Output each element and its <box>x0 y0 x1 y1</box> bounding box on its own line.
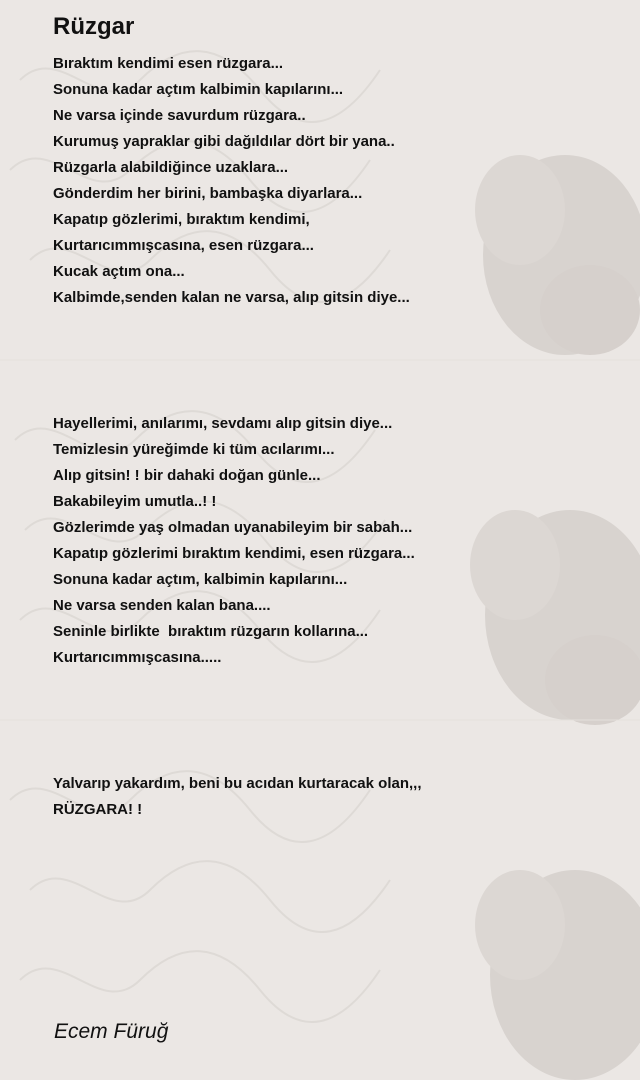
poem-title: Rüzgar <box>53 13 135 40</box>
poem-line: RÜZGARA! ! <box>53 801 143 818</box>
poem-line: Kapatıp gözlerimi bıraktım kendimi, esen rüzgara... <box>53 545 415 562</box>
poem-line: Rüzgarla alabildiğince uzaklara... <box>53 159 289 176</box>
poem-line: Kurtarıcımmışcasına, esen rüzgara... <box>53 237 314 254</box>
poem-line: Yalvarıp yakardım, beni bu acıdan kurtaracak olan,,, <box>53 775 422 792</box>
poem-line: Ne varsa içinde savurdum rüzgara.. <box>53 107 306 124</box>
poem-line: Hayellerimi, anılarımı, sevdamı alıp gitsin diye... <box>53 415 393 432</box>
poem-line: Bakabileyim umutla..! ! <box>53 493 217 510</box>
poem-line: Kalbimde,senden kalan ne varsa, alıp gitsin diye... <box>53 289 410 306</box>
poem-line: Kurumuş yapraklar gibi dağıldılar dört bir yana.. <box>53 133 395 150</box>
poem-line: Bıraktım kendimi esen rüzgara... <box>53 55 284 72</box>
poem-line: Gönderdim her birini, bambaşka diyarlara... <box>53 185 363 202</box>
stanza-3 <box>53 771 422 823</box>
stanza-1 <box>53 51 410 311</box>
poem-line: Temizlesin yüreğimde ki tüm acılarımı... <box>53 441 335 458</box>
poem-line: Gözlerimde yaş olmadan uyanabileyim bir sabah... <box>53 519 413 536</box>
poem-line: Ne varsa senden kalan bana.... <box>53 597 271 614</box>
poem-author: Ecem Füruğ <box>54 1020 169 1043</box>
poem-line: Sonuna kadar açtım, kalbimin kapılarını... <box>53 571 348 588</box>
poem-line: Sonuna kadar açtım kalbimin kapılarını... <box>53 81 344 98</box>
stanza-2 <box>53 411 415 671</box>
poem-line: Seninle birlikte bıraktım rüzgarın kollarına... <box>53 623 369 640</box>
poem-line: Kurtarıcımmışcasına..... <box>53 649 222 666</box>
poem-line: Alıp gitsin! ! bir dahaki doğan günle... <box>53 467 321 484</box>
poem-line: Kapatıp gözlerimi, bıraktım kendimi, <box>53 211 310 228</box>
poem-line: Kucak açtım ona... <box>53 263 185 280</box>
